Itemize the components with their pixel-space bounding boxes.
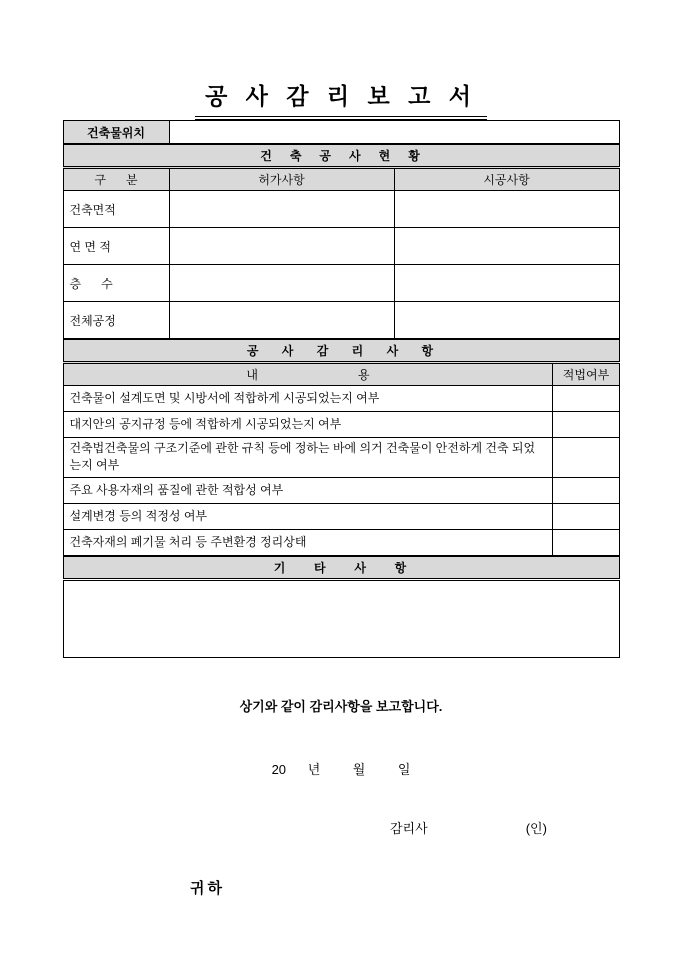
legality-value-cell[interactable] bbox=[553, 438, 619, 478]
supervision-item-text: 건축법건축물의 구조기준에 관한 규칙 등에 정하는 바에 의거 건축물이 안전하게 건축 되었는지 여부 bbox=[63, 438, 553, 478]
status-col-permit: 허가사항 bbox=[169, 168, 394, 191]
construction-value-cell[interactable] bbox=[394, 302, 619, 339]
page-title bbox=[62, 78, 620, 120]
page-title-text: 공 사 감 리 보 고 서 bbox=[195, 78, 487, 120]
location-table bbox=[63, 120, 620, 144]
table-row bbox=[63, 265, 619, 302]
permit-value-cell[interactable] bbox=[169, 191, 394, 228]
supervision-table bbox=[63, 339, 620, 556]
status-row-label: 연 면 적 bbox=[63, 228, 169, 265]
signature-row bbox=[390, 818, 620, 837]
construction-value-cell[interactable] bbox=[394, 191, 619, 228]
supervision-item-row bbox=[63, 412, 619, 438]
supervision-item-row bbox=[63, 529, 619, 555]
supervision-col-legality: 적법여부 bbox=[553, 363, 619, 386]
status-row-label: 층 수 bbox=[63, 265, 169, 302]
permit-value-cell[interactable] bbox=[169, 228, 394, 265]
legality-value-cell[interactable] bbox=[553, 529, 619, 555]
supervision-item-text: 설계변경 등의 적정성 여부 bbox=[63, 503, 553, 529]
table-row bbox=[63, 228, 619, 265]
permit-value-cell[interactable] bbox=[169, 265, 394, 302]
supervision-item-row bbox=[63, 438, 619, 478]
legality-value-cell[interactable] bbox=[553, 477, 619, 503]
supervision-item-text: 주요 사용자재의 품질에 관한 적합성 여부 bbox=[63, 477, 553, 503]
table-row bbox=[63, 302, 619, 339]
etc-section-header: 기 타 사 항 bbox=[63, 556, 619, 579]
legality-value-cell[interactable] bbox=[553, 503, 619, 529]
supervision-item-row bbox=[63, 503, 619, 529]
supervision-columns-row bbox=[63, 363, 619, 386]
legality-value-cell[interactable] bbox=[553, 386, 619, 412]
supervision-item-row bbox=[63, 386, 619, 412]
report-statement: 상기와 같이 감리사항을 보고합니다. bbox=[239, 698, 443, 714]
supervision-item-text: 건축자재의 폐기물 처리 등 주변환경 정리상태 bbox=[63, 529, 553, 555]
date-line: 20 년 월 일 bbox=[271, 761, 411, 777]
recipient-label: 귀하 bbox=[190, 879, 225, 897]
supervision-col-content: 내 용 bbox=[63, 363, 553, 386]
status-row-label: 건축면적 bbox=[63, 191, 169, 228]
location-label: 건축물위치 bbox=[63, 121, 169, 144]
status-col-category: 구 분 bbox=[63, 168, 169, 191]
supervision-item-text: 건축물이 설계도면 및 시방서에 적합하게 시공되었는지 여부 bbox=[63, 386, 553, 412]
supervision-item-row bbox=[63, 477, 619, 503]
location-row bbox=[63, 121, 619, 144]
status-col-construction: 시공사항 bbox=[394, 168, 619, 191]
table-row bbox=[63, 191, 619, 228]
location-value-cell[interactable] bbox=[169, 121, 619, 144]
etc-table bbox=[63, 556, 620, 658]
permit-value-cell[interactable] bbox=[169, 302, 394, 339]
status-section-header: 건 축 공 사 현 황 bbox=[63, 145, 619, 168]
legality-value-cell[interactable] bbox=[553, 412, 619, 438]
supervision-item-text: 대지안의 공지규정 등에 적합하게 시공되었는지 여부 bbox=[63, 412, 553, 438]
construction-status-table bbox=[63, 144, 620, 339]
status-row-label: 전체공정 bbox=[63, 302, 169, 339]
etc-content-cell[interactable] bbox=[63, 579, 619, 657]
status-columns-row bbox=[63, 168, 619, 191]
seal-label: (인) bbox=[525, 820, 547, 836]
construction-value-cell[interactable] bbox=[394, 265, 619, 302]
construction-value-cell[interactable] bbox=[394, 228, 619, 265]
supervision-section-header: 공 사 감 리 사 항 bbox=[63, 340, 619, 363]
supervisor-label: 감리사 bbox=[390, 820, 428, 836]
